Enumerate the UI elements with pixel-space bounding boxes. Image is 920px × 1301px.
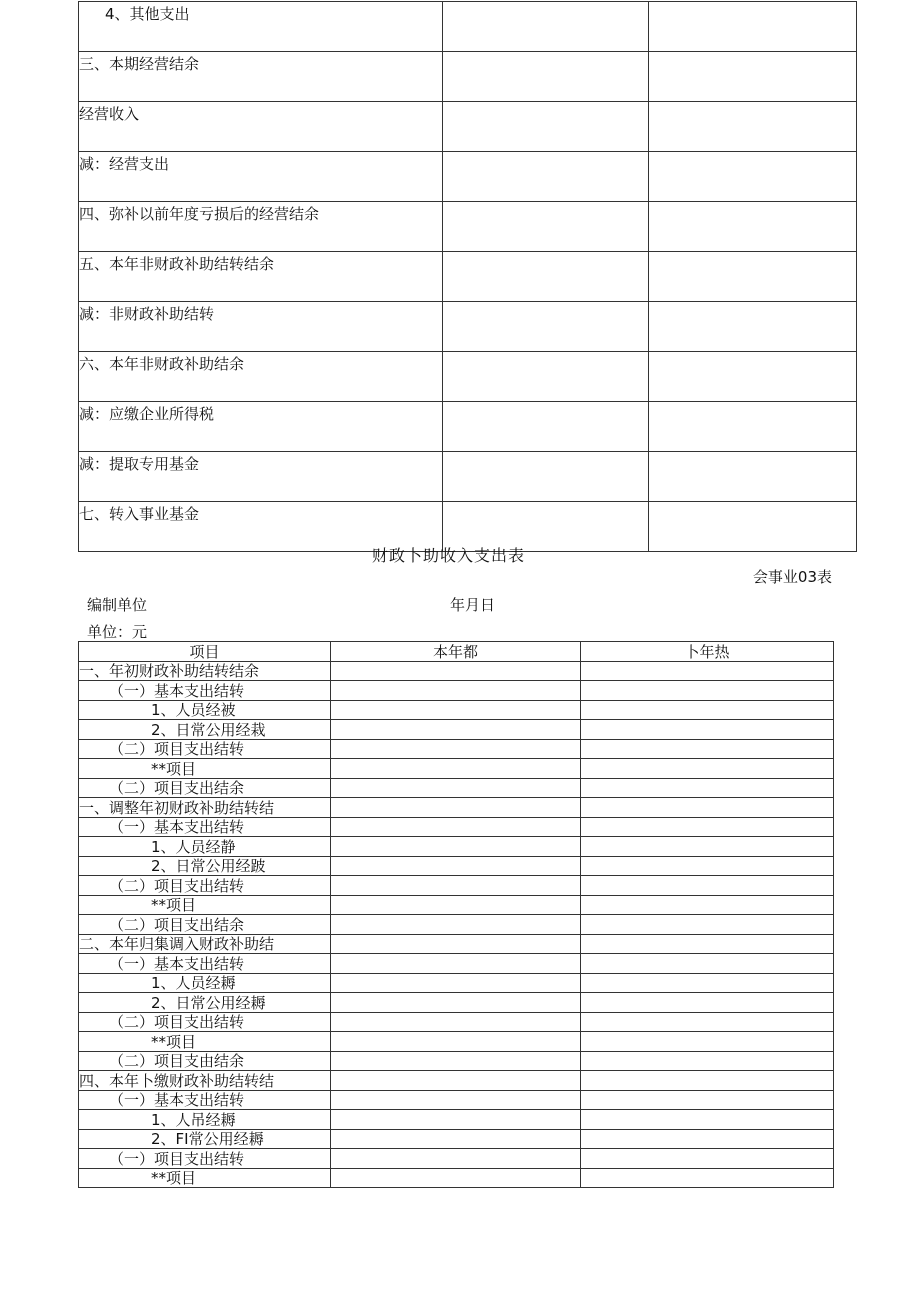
value-cell[interactable] <box>331 856 581 876</box>
row-label: 减：应缴企业所得税 <box>79 402 443 452</box>
row-label: **项目 <box>79 759 331 779</box>
table-row <box>79 1149 834 1169</box>
table-row <box>79 1168 834 1188</box>
value-cell[interactable] <box>581 700 834 720</box>
value-cell[interactable] <box>331 817 581 837</box>
value-cell[interactable] <box>331 739 581 759</box>
value-cell[interactable] <box>331 720 581 740</box>
value-cell[interactable] <box>649 202 857 252</box>
value-cell[interactable] <box>443 252 649 302</box>
row-label: （二）项目支出结转 <box>79 1012 331 1032</box>
value-cell[interactable] <box>581 895 834 915</box>
row-label: **项目 <box>79 1168 331 1188</box>
value-cell[interactable] <box>443 402 649 452</box>
row-label: 4、其他支出 <box>79 2 443 52</box>
value-cell[interactable] <box>331 1032 581 1052</box>
table-row <box>79 102 857 152</box>
value-cell[interactable] <box>581 1129 834 1149</box>
row-label: 2、FI常公用经耨 <box>79 1129 331 1149</box>
value-cell[interactable] <box>331 915 581 935</box>
value-cell[interactable] <box>649 102 857 152</box>
table-row <box>79 1071 834 1091</box>
table-row <box>79 252 857 302</box>
row-label: 二、本年归集调入财政补助结 <box>79 934 331 954</box>
table-row <box>79 817 834 837</box>
table-row <box>79 52 857 102</box>
value-cell[interactable] <box>581 1110 834 1130</box>
table-row <box>79 2 857 52</box>
value-cell[interactable] <box>581 1149 834 1169</box>
top-table <box>78 1 857 552</box>
value-cell[interactable] <box>581 778 834 798</box>
row-label: **项目 <box>79 1032 331 1052</box>
value-cell[interactable] <box>581 759 834 779</box>
value-cell[interactable] <box>581 661 834 681</box>
table-row <box>79 934 834 954</box>
table-row <box>79 876 834 896</box>
statement-code: 会事业03表 <box>752 568 832 586</box>
row-label: 六、本年非财政补助结余 <box>79 352 443 402</box>
value-cell[interactable] <box>581 837 834 857</box>
value-cell[interactable] <box>331 973 581 993</box>
header-item: 项目 <box>79 642 331 662</box>
header-this-year: 本年都 <box>331 642 581 662</box>
header-last-year: 卜年热 <box>581 642 834 662</box>
value-cell[interactable] <box>649 52 857 102</box>
unit-name-label: 编制单位 <box>87 596 148 614</box>
row-label: 一、年初财政补助结转结余 <box>79 661 331 681</box>
row-label: 1、人员经耨 <box>79 973 331 993</box>
value-cell[interactable] <box>443 2 649 52</box>
table-row <box>79 837 834 857</box>
row-label: 七、转入事业基金 <box>79 502 443 552</box>
value-cell[interactable] <box>581 1012 834 1032</box>
row-label: （二）项目支出结转 <box>79 876 331 896</box>
value-cell[interactable] <box>331 1129 581 1149</box>
value-cell[interactable] <box>581 973 834 993</box>
value-cell[interactable] <box>331 954 581 974</box>
row-label: 减：提取专用基金 <box>79 452 443 502</box>
value-cell[interactable] <box>649 302 857 352</box>
unit-label: 单位：元 <box>87 623 148 641</box>
row-label: 2、日常公用经栽 <box>79 720 331 740</box>
value-cell[interactable] <box>331 661 581 681</box>
table-row <box>79 993 834 1013</box>
value-cell[interactable] <box>649 2 857 52</box>
row-label: **项目 <box>79 895 331 915</box>
row-label: （二）项目支出结转 <box>79 739 331 759</box>
value-cell[interactable] <box>331 993 581 1013</box>
value-cell[interactable] <box>331 759 581 779</box>
table-row <box>79 1090 834 1110</box>
value-cell[interactable] <box>331 778 581 798</box>
row-label: （二）项目支出结余 <box>79 778 331 798</box>
value-cell[interactable] <box>581 1168 834 1188</box>
statement-title: 财政卜助收入支出表 <box>372 546 526 565</box>
table-row <box>79 973 834 993</box>
row-label: 1、人员经静 <box>79 837 331 857</box>
value-cell[interactable] <box>649 252 857 302</box>
table-row <box>79 352 857 402</box>
row-label: 1、人员经被 <box>79 700 331 720</box>
value-cell[interactable] <box>581 1071 834 1091</box>
row-label: 减：经营支出 <box>79 152 443 202</box>
value-cell[interactable] <box>649 152 857 202</box>
value-cell[interactable] <box>331 1071 581 1091</box>
header-row <box>79 642 834 662</box>
table-row <box>79 681 834 701</box>
value-cell[interactable] <box>649 352 857 402</box>
row-label: 四、本年卜缴财政补助结转结 <box>79 1071 331 1091</box>
table-row <box>79 302 857 352</box>
value-cell[interactable] <box>331 895 581 915</box>
value-cell[interactable] <box>581 1051 834 1071</box>
table-row <box>79 915 834 935</box>
row-label: （一）基本支出结转 <box>79 1090 331 1110</box>
row-label: 2、日常公用经耨 <box>79 993 331 1013</box>
row-label: （一）项目支出结转 <box>79 1149 331 1169</box>
value-cell[interactable] <box>649 452 857 502</box>
value-cell[interactable] <box>331 1012 581 1032</box>
value-cell[interactable] <box>331 798 581 818</box>
value-cell[interactable] <box>649 402 857 452</box>
value-cell[interactable] <box>581 856 834 876</box>
table-row <box>79 1012 834 1032</box>
value-cell[interactable] <box>581 817 834 837</box>
table-row <box>79 798 834 818</box>
date-label: 年月日 <box>450 596 496 614</box>
row-label: （一）基本支出结转 <box>79 681 331 701</box>
table-row <box>79 1129 834 1149</box>
table-row <box>79 1032 834 1052</box>
value-cell[interactable] <box>581 915 834 935</box>
row-label: 减：非财政补助结转 <box>79 302 443 352</box>
value-cell[interactable] <box>581 1090 834 1110</box>
value-cell[interactable] <box>581 993 834 1013</box>
value-cell[interactable] <box>331 1149 581 1169</box>
value-cell[interactable] <box>331 1090 581 1110</box>
row-label: 一、调整年初财政补助结转结 <box>79 798 331 818</box>
value-cell[interactable] <box>581 934 834 954</box>
value-cell[interactable] <box>331 1110 581 1130</box>
table-row <box>79 452 857 502</box>
value-cell[interactable] <box>581 798 834 818</box>
row-label: （二）项目支由结余 <box>79 1051 331 1071</box>
table-row <box>79 661 834 681</box>
table-row <box>79 720 834 740</box>
value-cell[interactable] <box>331 700 581 720</box>
table-row <box>79 1110 834 1130</box>
table-row <box>79 152 857 202</box>
row-label: （一）基本支出结转 <box>79 954 331 974</box>
table-row <box>79 1051 834 1071</box>
value-cell[interactable] <box>443 452 649 502</box>
subsidy-table <box>78 641 834 1188</box>
value-cell[interactable] <box>331 934 581 954</box>
table-row <box>79 759 834 779</box>
table-row <box>79 895 834 915</box>
value-cell[interactable] <box>581 876 834 896</box>
row-label: 2、日常公用经跛 <box>79 856 331 876</box>
value-cell[interactable] <box>443 302 649 352</box>
value-cell[interactable] <box>581 720 834 740</box>
value-cell[interactable] <box>443 202 649 252</box>
value-cell[interactable] <box>581 681 834 701</box>
value-cell[interactable] <box>443 352 649 402</box>
value-cell[interactable] <box>331 681 581 701</box>
row-label: 1、人吊经耨 <box>79 1110 331 1130</box>
row-label: 四、弥补以前年度亏损后的经营结余 <box>79 202 443 252</box>
top-table-body <box>79 2 857 552</box>
row-label: （一）基本支出结转 <box>79 817 331 837</box>
value-cell[interactable] <box>331 876 581 896</box>
value-cell[interactable] <box>443 152 649 202</box>
value-cell[interactable] <box>649 502 857 552</box>
value-cell[interactable] <box>581 954 834 974</box>
value-cell[interactable] <box>443 102 649 152</box>
table-row <box>79 778 834 798</box>
row-label: 经营收入 <box>79 102 443 152</box>
row-label: 五、本年非财政补助结转结余 <box>79 252 443 302</box>
row-label: 三、本期经营结余 <box>79 52 443 102</box>
table-row <box>79 739 834 759</box>
row-label: （二）项目支出结余 <box>79 915 331 935</box>
value-cell[interactable] <box>443 52 649 102</box>
table-row <box>79 700 834 720</box>
table-row <box>79 202 857 252</box>
value-cell[interactable] <box>331 837 581 857</box>
value-cell[interactable] <box>581 1032 834 1052</box>
table-row <box>79 954 834 974</box>
subsidy-table-body <box>79 661 834 1188</box>
value-cell[interactable] <box>581 739 834 759</box>
value-cell[interactable] <box>331 1168 581 1188</box>
value-cell[interactable] <box>331 1051 581 1071</box>
table-row <box>79 402 857 452</box>
table-row <box>79 856 834 876</box>
